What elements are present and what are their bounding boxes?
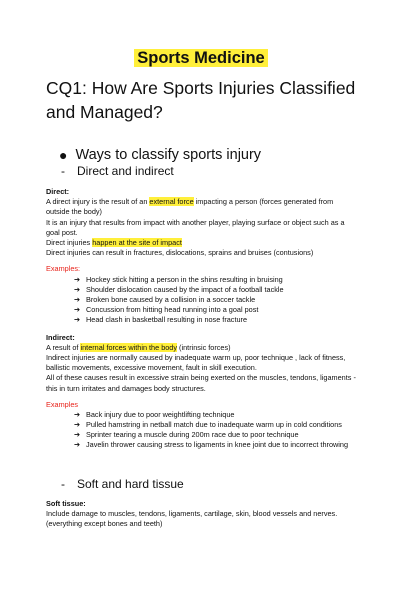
dash-icon: - [61,164,65,178]
highlight-external-force: external force [149,197,194,207]
direct-label: Direct: [46,187,70,196]
arrow-icon: ➔ [74,304,81,314]
list-item: ➔ Hockey stick hitting a person in the shins resulting in bruising [74,274,283,284]
soft-tissue-section [46,499,356,530]
soft-tissue-label: Soft tissue: [46,499,86,509]
direct-examples-label: Examples: [46,264,81,274]
direct-paragraph-1: A direct injury is the result of an external force impacting a person (forces generated from outside the body) [46,197,334,217]
arrow-icon: ➔ [74,430,81,440]
dash-icon: - [61,477,65,492]
direct-examples-list [46,275,356,325]
bullet-icon: ● [59,147,68,163]
sub-heading-text: Direct and indirect [77,164,174,178]
bullet-heading [59,147,356,163]
list-item: ➔ Javelin thrower causing stress to ligaments in knee joint due to incorrect throwing [74,440,349,450]
direct-paragraph-2: It is an injury that results from impact with another player, playing surface or object such as a goal post. [46,217,345,237]
list-item: ➔ Broken bone caused by a collision in a soccer tackle [74,294,256,304]
page-title: Sports Medicine [46,49,356,68]
soft-tissue-paragraph: Include damage to muscles, tendons, ligaments, cartilage, skin, blood vessels and nerves. (everything except bones and teeth) [46,509,338,529]
direct-paragraph-4: Direct injuries can result in fractures, dislocations, sprains and bruises (contusions) [46,248,314,258]
indirect-paragraph-3: All of these causes result in excessive strain being exerted on the muscles, tendons, ligaments - this in turn irritates and damages body structures. [46,373,356,393]
sub-heading-direct-indirect [61,164,356,178]
indirect-label: Indirect: [46,332,75,342]
arrow-icon: ➔ [74,314,81,324]
arrow-icon: ➔ [74,440,81,450]
indirect-paragraph-2: Indirect injuries are normally caused by inadequate warm up, poor technique , lack of fitness, ballistic movements, excessive movement, fault in skill execution. [46,353,346,373]
list-item: ➔ Shoulder dislocation caused by the impact of a football tackle [74,284,284,294]
list-item: ➔ Sprinter tearing a muscle during 200m race due to poor technique [74,430,299,440]
list-item: ➔ Back injury due to poor weightlifting technique [74,410,235,420]
arrow-icon: ➔ [74,294,81,304]
document-page [0,49,400,614]
arrow-icon: ➔ [74,274,81,284]
list-item: ➔ Concussion from hitting head running into a goal post [74,304,259,314]
list-item: ➔ Pulled hamstring in netball match due to inadequate warm up in cold conditions [74,420,342,430]
highlight-site-of-impact: happen at the site of impact [92,238,182,248]
bullet-heading-text: Ways to classify sports injury [75,147,262,163]
arrow-icon: ➔ [74,420,81,430]
sub-heading-soft-hard [61,477,356,491]
indirect-examples-list [46,410,356,450]
sub-heading-text: Soft and hard tissue [77,477,184,492]
highlight-internal-forces: internal forces within the body [80,342,178,352]
indirect-section [46,333,356,450]
question-heading: CQ1: How Are Sports Injuries Classified and Managed? [46,78,356,122]
arrow-icon: ➔ [74,410,81,420]
indirect-examples-label: Examples [46,399,79,409]
arrow-icon: ➔ [74,284,81,294]
direct-paragraph-3: Direct injuries happen at the site of impact [46,238,182,248]
direct-section [46,187,356,325]
list-item: ➔ Head clash in basketball resulting in nose fracture [74,314,248,324]
indirect-paragraph-1: A result of internal forces within the body (intrinsic forces) [46,342,231,352]
